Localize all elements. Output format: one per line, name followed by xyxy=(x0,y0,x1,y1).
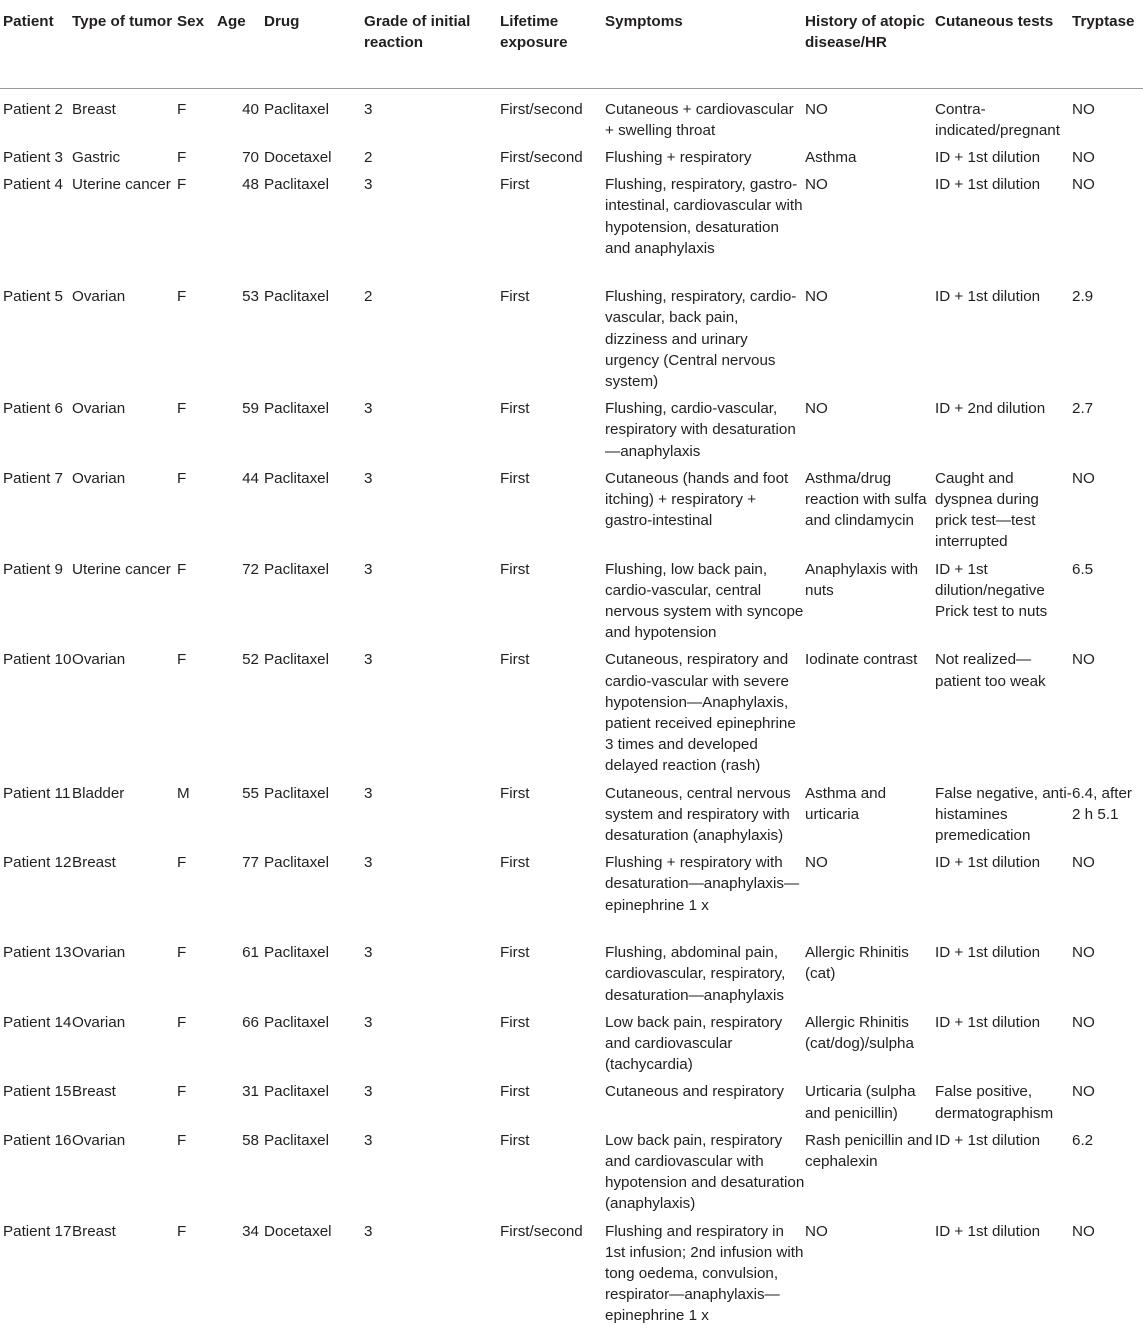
cell-age: 53 xyxy=(242,288,259,306)
table-row xyxy=(0,1006,1143,1076)
cell-tumor: Ovarian xyxy=(72,651,126,669)
cell-age: 40 xyxy=(242,100,259,118)
col-header-drug: Drug xyxy=(259,0,364,88)
cell-grade: 3 xyxy=(364,1083,373,1101)
cell-history: Allergic Rhinitis (cat) xyxy=(805,944,909,983)
cell-history: Asthma and urticaria xyxy=(805,784,887,823)
cell-history: NO xyxy=(805,176,828,194)
cell-sex: F xyxy=(177,944,187,962)
cell-tumor: Uterine cancer xyxy=(72,176,171,194)
cell-tryptase: 6.5 xyxy=(1072,560,1094,578)
cell-patient: Patient 15 xyxy=(3,1083,72,1101)
cell-sex: F xyxy=(177,651,187,669)
cell-patient: Patient 6 xyxy=(3,400,63,418)
cell-sex: F xyxy=(177,400,187,418)
cell-tumor: Breast xyxy=(72,1222,116,1240)
table-row xyxy=(0,936,1143,1006)
cell-drug: Paclitaxel xyxy=(264,560,329,578)
cell-history: NO xyxy=(805,288,828,306)
cell-patient: Patient 7 xyxy=(3,469,63,487)
cell-tryptase: NO xyxy=(1072,651,1095,669)
header-row xyxy=(0,0,1143,88)
cell-tumor: Ovarian xyxy=(72,288,126,306)
cell-age: 48 xyxy=(242,176,259,194)
cell-tryptase: NO xyxy=(1072,1083,1095,1101)
cell-patient: Patient 3 xyxy=(3,148,63,166)
table-row xyxy=(0,1075,1143,1123)
cell-exposure: First xyxy=(500,176,530,194)
cell-tests: False negative, anti-histamines premedication xyxy=(935,784,1072,844)
cell-tryptase: NO xyxy=(1072,148,1095,166)
cell-symptoms: Flushing, low back pain, cardio-vascular, central nervous system with syncope and hypotension xyxy=(605,560,804,642)
table-row xyxy=(0,643,1143,776)
cell-history: Iodinate contrast xyxy=(805,651,918,669)
cell-grade: 3 xyxy=(364,469,373,487)
cell-tests: ID + 1st dilution xyxy=(935,1222,1041,1240)
cell-exposure: First xyxy=(500,400,530,418)
cell-sex: F xyxy=(177,854,187,872)
cell-tumor: Ovarian xyxy=(72,1013,126,1031)
cell-tryptase: NO xyxy=(1072,944,1095,962)
cell-patient: Patient 13 xyxy=(3,944,72,962)
cell-patient: Patient 2 xyxy=(3,100,63,118)
cell-tests: Not realized—patient too weak xyxy=(935,651,1046,690)
cell-grade: 2 xyxy=(364,148,373,166)
cell-exposure: First xyxy=(500,944,530,962)
cell-patient: Patient 4 xyxy=(3,176,63,194)
cell-tumor: Gastric xyxy=(72,148,121,166)
col-header-history: History of atopic disease/HR xyxy=(805,0,935,88)
cell-tumor: Breast xyxy=(72,1083,116,1101)
cell-drug: Paclitaxel xyxy=(264,400,329,418)
cell-drug: Docetaxel xyxy=(264,1222,332,1240)
cell-drug: Paclitaxel xyxy=(264,100,329,118)
cell-tests: ID + 1st dilution/negative Prick test to nuts xyxy=(935,560,1048,620)
cell-tumor: Ovarian xyxy=(72,944,126,962)
cell-drug: Paclitaxel xyxy=(264,784,329,802)
cell-sex: F xyxy=(177,1131,187,1149)
cell-sex: F xyxy=(177,288,187,306)
cell-grade: 3 xyxy=(364,100,373,118)
cell-exposure: First xyxy=(500,1131,530,1149)
cell-exposure: First xyxy=(500,854,530,872)
cell-sex: F xyxy=(177,469,187,487)
cell-sex: F xyxy=(177,1013,187,1031)
col-header-age: Age xyxy=(217,0,259,88)
cell-exposure: First xyxy=(500,560,530,578)
cell-tests: ID + 1st dilution xyxy=(935,1131,1041,1149)
col-header-tumor: Type of tumor xyxy=(72,0,177,88)
cell-exposure: First xyxy=(500,1083,530,1101)
cell-age: 58 xyxy=(242,1131,259,1149)
cell-patient: Patient 11 xyxy=(3,784,71,802)
table-row xyxy=(0,280,1143,392)
cell-symptoms: Flushing, cardio-vascular, respiratory with desaturation—anaphylaxis xyxy=(605,400,796,460)
col-header-patient: Patient xyxy=(0,0,72,88)
cell-exposure: First/second xyxy=(500,100,583,118)
cell-history: NO xyxy=(805,1222,828,1240)
table-row xyxy=(0,1124,1143,1215)
cell-drug: Paclitaxel xyxy=(264,1131,329,1149)
cell-grade: 2 xyxy=(364,288,373,306)
cell-history: NO xyxy=(805,100,828,118)
cell-tryptase: NO xyxy=(1072,1013,1095,1031)
cell-history: Allergic Rhinitis (cat/dog)/sulpha xyxy=(805,1013,914,1052)
cell-patient: Patient 12 xyxy=(3,854,72,872)
cell-history: Asthma xyxy=(805,148,857,166)
cell-age: 61 xyxy=(242,944,259,962)
cell-age: 31 xyxy=(242,1083,259,1101)
cell-tests: ID + 1st dilution xyxy=(935,148,1041,166)
cell-sex: F xyxy=(177,560,187,578)
cell-drug: Docetaxel xyxy=(264,148,332,166)
cell-drug: Paclitaxel xyxy=(264,1013,329,1031)
cell-age: 34 xyxy=(242,1222,259,1240)
cell-tumor: Uterine cancer xyxy=(72,560,171,578)
cell-symptoms: Cutaneous, central nervous system and respiratory with desaturation (anaphylaxis) xyxy=(605,784,791,844)
cell-symptoms: Flushing + respiratory xyxy=(605,148,752,166)
col-header-exposure: Lifetime exposure xyxy=(500,0,605,88)
col-header-grade: Grade of initial reaction xyxy=(364,0,500,88)
cell-history: Rash penicillin and cephalexin xyxy=(805,1131,933,1171)
cell-symptoms: Flushing + respiratory with desaturation—anaphylaxis—epinephrine 1 x xyxy=(605,854,800,914)
cell-drug: Paclitaxel xyxy=(264,651,329,669)
cell-tryptase: NO xyxy=(1072,854,1095,872)
cell-symptoms: Flushing, respiratory, gastro-intestinal, cardiovascular with hypotension, desaturation and anaphylaxis xyxy=(605,176,803,257)
cell-exposure: First xyxy=(500,1013,530,1031)
cell-age: 44 xyxy=(242,469,259,487)
table-row xyxy=(0,141,1143,168)
cell-history: Asthma/drug reaction with sulfa and clindamycin xyxy=(805,469,927,530)
cell-exposure: First xyxy=(500,784,530,802)
cell-symptoms: Cutaneous, respiratory and cardio-vascular with severe hypotension—Anaphylaxis, patient received epinephrine 3 times and developed delayed reaction (rash) xyxy=(605,651,796,775)
cell-exposure: First xyxy=(500,288,530,306)
cell-patient: Patient 5 xyxy=(3,288,63,306)
cell-history: NO xyxy=(805,854,828,872)
cell-grade: 3 xyxy=(364,1131,373,1149)
cell-tryptase: NO xyxy=(1072,100,1095,118)
col-header-tryptase: Tryptase xyxy=(1072,0,1143,88)
table-row xyxy=(0,1215,1143,1332)
cell-tryptase: 2.9 xyxy=(1072,288,1094,306)
table-row xyxy=(0,777,1143,847)
cell-grade: 3 xyxy=(364,176,373,194)
cell-grade: 3 xyxy=(364,784,373,802)
cell-history: NO xyxy=(805,400,828,418)
cell-age: 72 xyxy=(242,560,259,578)
cell-tumor: Ovarian xyxy=(72,469,126,487)
cell-tests: ID + 1st dilution xyxy=(935,176,1041,194)
cell-exposure: First/second xyxy=(500,1222,583,1240)
cell-tests: ID + 1st dilution xyxy=(935,288,1041,306)
cell-symptoms: Cutaneous (hands and foot itching) + respiratory + gastro-intestinal xyxy=(605,469,789,530)
cell-symptoms: Flushing, abdominal pain, cardiovascular, respiratory, desaturation—anaphylaxis xyxy=(605,944,786,1004)
table-row xyxy=(0,392,1143,462)
cell-age: 66 xyxy=(242,1013,259,1031)
cell-drug: Paclitaxel xyxy=(264,854,329,872)
cell-tumor: Ovarian xyxy=(72,1131,126,1149)
cell-sex: F xyxy=(177,148,187,166)
cell-symptoms: Low back pain, respiratory and cardiovascular with hypotension and desaturation (anaphylaxis) xyxy=(605,1131,805,1213)
col-header-symptoms: Symptoms xyxy=(605,0,805,88)
cell-tryptase: NO xyxy=(1072,469,1095,487)
cell-tumor: Bladder xyxy=(72,784,125,802)
cell-tryptase: 6.4, after 2 h 5.1 xyxy=(1072,784,1132,823)
cell-tryptase: NO xyxy=(1072,176,1095,194)
cell-tests: Caught and dyspnea during prick test—test interrupted xyxy=(935,469,1039,551)
cell-grade: 3 xyxy=(364,854,373,872)
cell-age: 55 xyxy=(242,784,259,802)
cell-symptoms: Flushing and respiratory in 1st infusion; 2nd infusion with tong oedema, convulsion, respirator—anaphylaxis—epinephrine 1 x xyxy=(605,1222,804,1325)
cell-tests: False positive, dermatographism xyxy=(935,1083,1054,1122)
cell-grade: 3 xyxy=(364,651,373,669)
table-row xyxy=(0,462,1143,553)
cell-drug: Paclitaxel xyxy=(264,288,329,306)
cell-history: Anaphylaxis with nuts xyxy=(805,560,919,599)
table-row xyxy=(0,168,1143,280)
cell-tryptase: NO xyxy=(1072,1222,1095,1240)
cell-symptoms: Cutaneous + cardiovascular + swelling throat xyxy=(605,100,794,139)
cell-symptoms: Cutaneous and respiratory xyxy=(605,1083,784,1101)
cell-drug: Paclitaxel xyxy=(264,944,329,962)
cell-sex: F xyxy=(177,1222,187,1240)
cell-grade: 3 xyxy=(364,560,373,578)
cell-tumor: Breast xyxy=(72,100,116,118)
cell-age: 77 xyxy=(242,854,259,872)
cell-tryptase: 6.2 xyxy=(1072,1131,1094,1149)
table-row xyxy=(0,553,1143,644)
cell-tryptase: 2.7 xyxy=(1072,400,1094,418)
cell-tumor: Breast xyxy=(72,854,116,872)
cell-symptoms: Low back pain, respiratory and cardiovascular (tachycardia) xyxy=(605,1013,783,1074)
cell-patient: Patient 9 xyxy=(3,560,63,578)
cell-symptoms: Flushing, respiratory, cardio-vascular, back pain, dizziness and urinary urgency (Central nervous system) xyxy=(605,288,797,390)
cell-grade: 3 xyxy=(364,944,373,962)
cell-grade: 3 xyxy=(364,1013,373,1031)
cell-tests: ID + 1st dilution xyxy=(935,944,1041,962)
cell-sex: F xyxy=(177,100,187,118)
cell-patient: Patient 10 xyxy=(3,651,72,669)
cell-sex: M xyxy=(177,784,190,802)
table-body xyxy=(0,88,1143,1332)
cell-drug: Paclitaxel xyxy=(264,469,329,487)
cell-grade: 3 xyxy=(364,1222,373,1240)
col-header-tests: Cutaneous tests xyxy=(935,0,1072,88)
cell-history: Urticaria (sulpha and penicillin) xyxy=(805,1083,916,1122)
cell-exposure: First xyxy=(500,651,530,669)
cell-age: 52 xyxy=(242,651,259,669)
cell-age: 70 xyxy=(242,148,259,166)
table-row xyxy=(0,88,1143,141)
table-row xyxy=(0,846,1143,936)
cell-sex: F xyxy=(177,176,187,194)
cell-exposure: First xyxy=(500,469,530,487)
cell-patient: Patient 17 xyxy=(3,1222,72,1240)
cell-age: 59 xyxy=(242,400,259,418)
cell-grade: 3 xyxy=(364,400,373,418)
cell-tests: Contra-indicated/pregnant xyxy=(935,100,1060,139)
cell-drug: Paclitaxel xyxy=(264,176,329,194)
cell-patient: Patient 16 xyxy=(3,1131,72,1149)
col-header-sex: Sex xyxy=(177,0,217,88)
cell-tests: ID + 2nd dilution xyxy=(935,400,1046,418)
cell-tests: ID + 1st dilution xyxy=(935,854,1041,872)
cell-tests: ID + 1st dilution xyxy=(935,1013,1041,1031)
cell-patient: Patient 14 xyxy=(3,1013,72,1031)
cell-tumor: Ovarian xyxy=(72,400,126,418)
cell-drug: Paclitaxel xyxy=(264,1083,329,1101)
cell-exposure: First/second xyxy=(500,148,583,166)
cell-sex: F xyxy=(177,1083,187,1101)
